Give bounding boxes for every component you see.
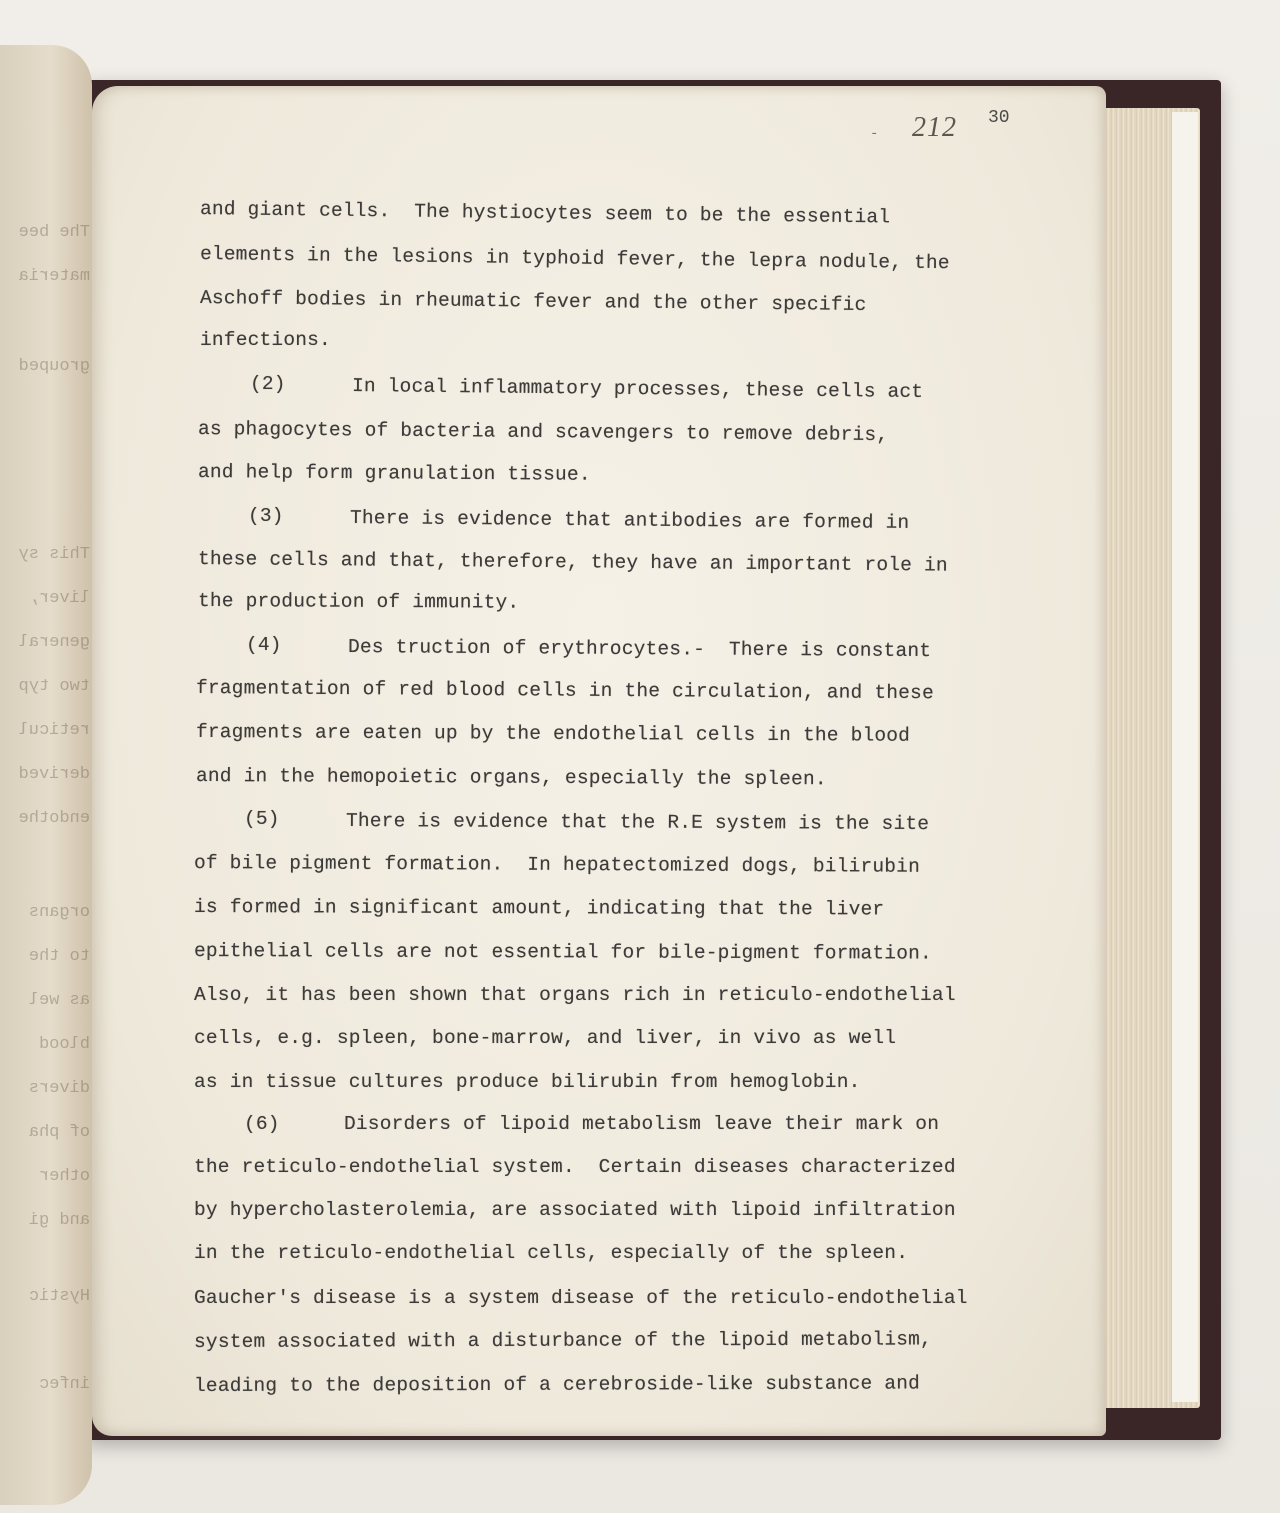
text-line: fragments are eaten up by the endothelial cells in the blood	[195, 721, 911, 747]
text-line: leading to the deposition of a cerebroside-like substance and	[193, 1372, 921, 1397]
page-number-stamp: 212	[912, 112, 957, 143]
text-line: of bile pigment formation. In hepatectomized dogs, bilirubin	[193, 852, 921, 878]
left-page-fragment: as wel	[28, 991, 90, 1010]
left-page-fragment: Hystic	[28, 1287, 90, 1306]
text-line: There is evidence that antibodies are formed in	[349, 507, 910, 534]
text-line: infections.	[200, 329, 331, 351]
left-page-fragment: divers	[28, 1079, 90, 1098]
text-line: Aschoff bodies in rheumatic fever and the other specific	[199, 287, 867, 316]
left-page-fragment: two typ	[18, 677, 90, 696]
text-line: cells, e.g. spleen, bone-marrow, and liver, in vivo as well	[194, 1027, 897, 1049]
text-line: these cells and that, therefore, they have an important role in	[197, 548, 948, 577]
text-line: and help form granulation tissue.	[197, 461, 591, 486]
left-page-fragment: liver,	[28, 589, 90, 608]
text-line: There is evidence that the R.E system is the site	[345, 810, 930, 836]
text-line: elements in the lesions in typhoid fever, the lepra nodule, the	[199, 243, 950, 275]
text-line: Also, it has been shown that organs rich in reticulo-endothelial	[194, 984, 956, 1006]
left-page-fragment: The bee	[18, 223, 90, 242]
left-page-fragment: grouped	[18, 357, 90, 376]
paragraph-number: (2)	[250, 373, 286, 395]
left-page-fragment: organs	[28, 903, 90, 922]
left-page-fragment: endothe	[18, 809, 90, 828]
text-line: in the reticulo-endothelial cells, especially of the spleen.	[194, 1242, 909, 1264]
left-page-fragment: other	[38, 1167, 90, 1186]
paragraph-number: (4)	[246, 634, 282, 656]
margin-mark: -	[870, 126, 879, 142]
text-line: as in tissue cultures produce bilirubin from hemoglobin.	[194, 1071, 861, 1093]
page-number-typed: 30	[988, 108, 1010, 128]
text-line: and giant cells. The hystiocytes seem to be the essential	[199, 198, 891, 229]
left-page-fragment: This sy	[18, 545, 90, 564]
paragraph-number: (3)	[248, 505, 284, 527]
text-line: fragmentation of red blood cells in the circulation, and these	[195, 677, 934, 705]
left-page-fragment: and gi	[28, 1211, 90, 1230]
left-page-fragment: materia	[18, 267, 90, 286]
text-line: by hypercholasterolemia, are associated with lipoid infiltration	[194, 1199, 956, 1221]
paragraph-number: (6)	[244, 1113, 280, 1135]
left-page-fragment: infec	[38, 1375, 90, 1394]
left-page-fragment: blood	[38, 1035, 90, 1054]
left-page-fragment: derived	[18, 765, 90, 784]
text-line: system associated with a disturbance of the lipoid metabolism,	[193, 1328, 932, 1353]
text-line: as phagocytes of bacteria and scavengers to remove debris,	[197, 418, 889, 447]
left-page-fragment: general	[18, 633, 90, 652]
text-line: Des truction of erythrocytes.- There is constant	[347, 636, 932, 663]
text-line: the production of immunity.	[197, 590, 520, 614]
text-line: is formed in significant amount, indicating that the liver	[193, 896, 885, 921]
left-page-fragment: of pha	[28, 1123, 90, 1142]
text-line: the reticulo-endothelial system. Certain diseases characterized	[194, 1156, 956, 1178]
text-line: In local inflammatory processes, these cells act	[351, 375, 924, 403]
left-page-fragment: reticul	[18, 721, 90, 740]
text-line: epithelial cells are not essential for bile-pigment formation.	[193, 940, 932, 965]
text-line: Disorders of lipoid metabolism leave their mark on	[344, 1113, 940, 1135]
text-line: Gaucher's disease is a system disease of the reticulo-endothelial	[194, 1287, 968, 1309]
left-page-fragment: to the	[28, 947, 90, 966]
paragraph-number: (5)	[244, 808, 280, 830]
text-line: and in the hemopoietic organs, especially the spleen.	[195, 765, 827, 791]
